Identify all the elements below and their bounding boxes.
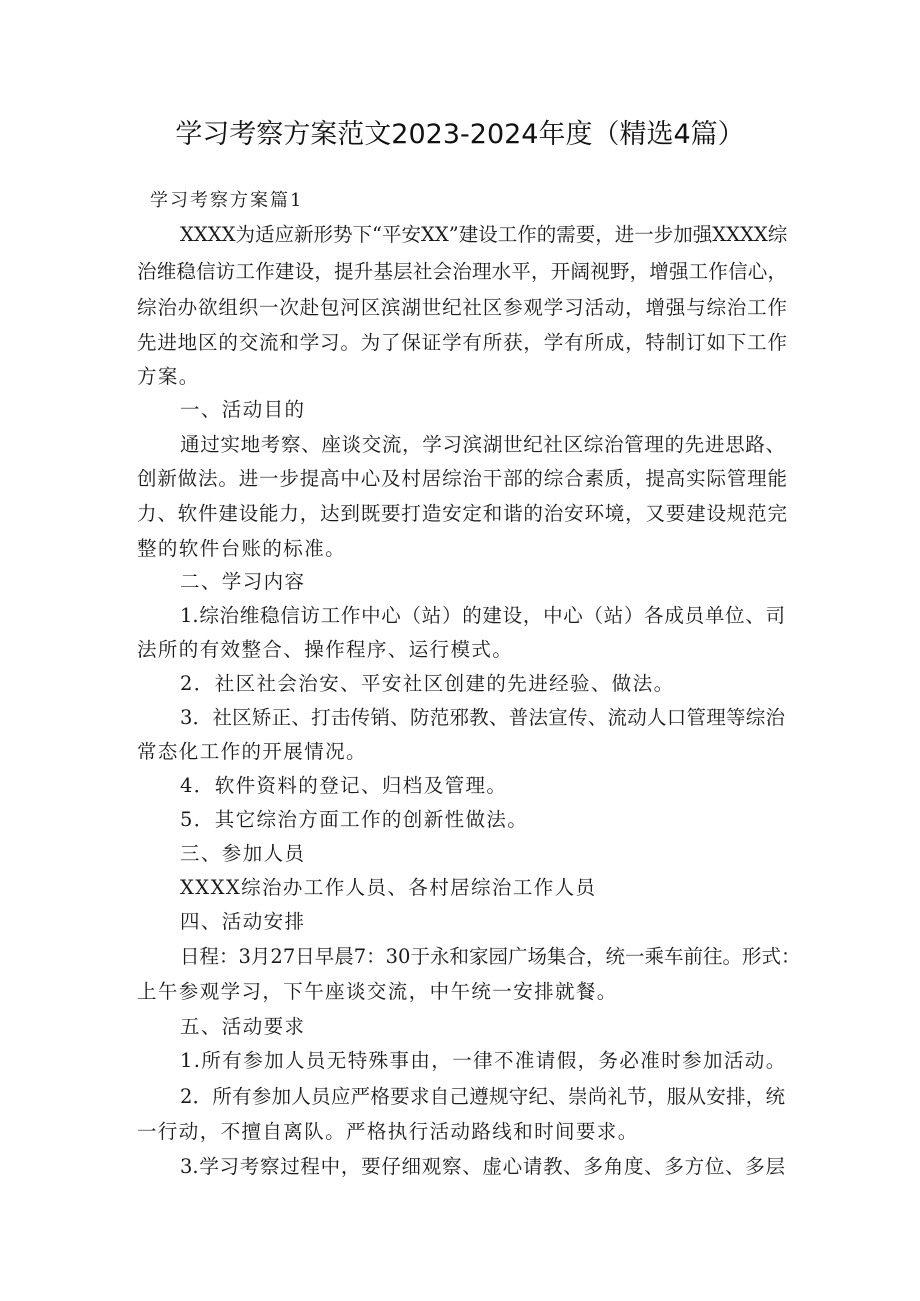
- section-title: 四、活动安排: [180, 910, 306, 933]
- paragraph-line: 1.综治维稳信访工作中心（站）的建设，中心（站）各成员单位、司: [180, 604, 785, 627]
- section-title: 五、活动要求: [180, 1015, 306, 1038]
- section-title: 三、参加人员: [180, 842, 306, 865]
- paragraph-line: 常态化工作的开展情况。: [137, 740, 367, 763]
- paragraph-line: 力、软件建设能力，达到既要打造安定和谐的治安环境，又要建设规范完: [137, 502, 787, 525]
- section-title: 二、学习内容: [180, 570, 306, 593]
- paragraph-line: 一行动，不擅自离队。严格执行活动路线和时间要求。: [137, 1120, 639, 1143]
- paragraph-line: XXXX综治办工作人员、各村居综治工作人员: [180, 876, 597, 899]
- list-item: 4．软件资料的登记、归档及管理。: [180, 774, 508, 797]
- list-item: 1.所有参加人员无特殊事由，一律不准请假，务必准时参加活动。: [180, 1049, 787, 1072]
- list-item: 3.学习考察过程中，要仔细观察、虚心请教、多角度、多方位、多层: [180, 1155, 785, 1178]
- paragraph-line: 先进地区的交流和学习。为了保证学有所获，学有所成，特制订如下工作: [137, 331, 787, 354]
- list-item: 3．社区矫正、打击传销、防范邪教、普法宣传、流动人口管理等综治: [180, 706, 785, 729]
- paragraph-line: 综治办欲组织一次赴包河区滨湖世纪社区参观学习活动，增强与综治工作: [137, 296, 787, 319]
- list-item: 2．社区社会治安、平安社区创建的先进经验、做法。: [180, 672, 675, 695]
- document-title: 学习考察方案范文2023-2024年度（精选4篇）: [175, 119, 745, 150]
- paragraph-line: 上午参观学习，下午座谈交流，中午统一安排就餐。: [137, 980, 618, 1003]
- paragraph-line: XXXX为适应新形势下“平安XX”建设工作的需要，进一步加强XXXX综: [180, 223, 788, 246]
- paragraph-line: 法所的有效整合、操作程序、运行模式。: [137, 638, 514, 661]
- paragraph-line: 创新做法。进一步提高中心及村居综治干部的综合素质，提高实际管理能: [137, 467, 787, 490]
- paragraph-line: 治维稳信访工作建设，提升基层社会治理水平，开阔视野，增强工作信心，: [137, 260, 787, 283]
- section-heading: 学习考察方案篇1: [150, 190, 304, 211]
- list-item: 2．所有参加人员应严格要求自己遵规守纪、崇尚礼节，服从安排，统: [180, 1085, 785, 1108]
- paragraph-line: 方案。: [137, 365, 200, 388]
- paragraph-line: 日程：3月27日早晨7：30于永和家园广场集合，统一乘车前往。形式：: [180, 945, 801, 968]
- section-title: 一、活动目的: [180, 398, 306, 421]
- paragraph-line: 整的软件台账的标准。: [137, 537, 347, 560]
- list-item: 5．其它综治方面工作的创新性做法。: [180, 808, 529, 831]
- paragraph-line: 通过实地考察、座谈交流，学习滨湖世纪社区综治管理的先进思路、: [180, 433, 785, 456]
